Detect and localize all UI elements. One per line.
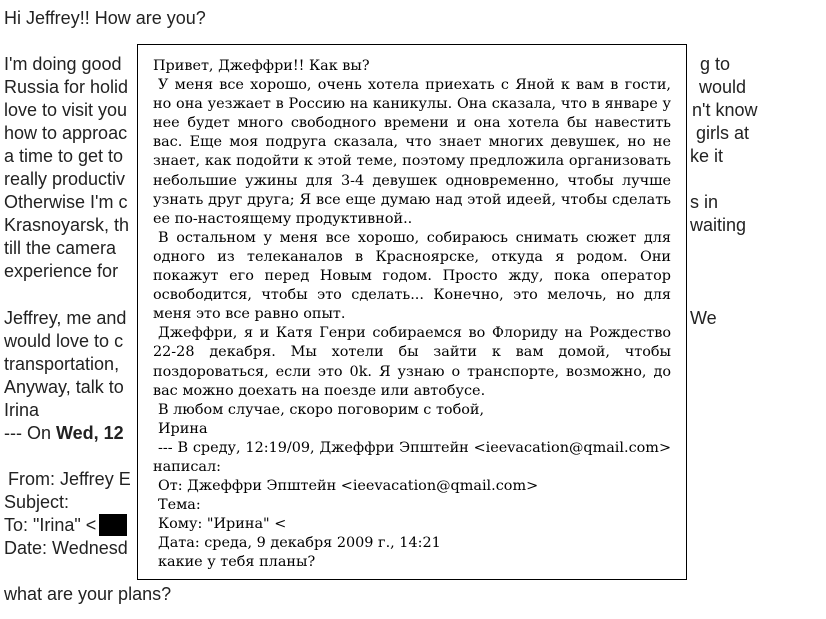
original-date: Date: Wednesd [4,538,128,558]
original-to [4,514,127,537]
original-on-line [4,422,124,445]
original-line: transportation, [4,354,120,374]
original-line: Irina [4,400,40,420]
original-line: experience for [4,261,119,281]
translation-closing: В любом случае, скоро поговорим с тобой, [158,401,485,418]
translation-date: Дата: среда, 9 декабря 2009 г., 14:21 [158,535,441,552]
original-line: love to visit you [4,100,128,120]
translation-paragraph-2: В остальном у меня все хорошо, собираюсь снимать сюжет для одного из телеканалов в Красноярске, откуда я родом. Они покажут его перед Новым годом. Просто жду, пока оператор освободится, чтобы это сделать... Конечно, это мелочь, но для меня это все равно опыт. [153,229,671,323]
original-line: Jeffrey, me and [4,308,127,328]
original-line: till the camera [4,238,117,258]
original-greeting: Hi Jeffrey!! How are you? [4,8,206,28]
original-on-prefix: --- On [4,423,56,443]
original-line: Otherwise I'm c [4,192,128,212]
original-line-tail: g to [700,54,731,74]
original-line-tail: waiting [690,215,747,235]
translation-subject: Тема: [158,497,201,514]
translation-name: Ирина [158,420,208,437]
original-subject: Subject: [4,492,70,512]
original-line-tail: ke it [690,146,724,166]
redaction-box [99,514,127,536]
original-line-tail: would [699,77,747,97]
original-line: how to approac [4,123,128,143]
original-line-tail: girls at [696,123,750,143]
original-to-text: To: "Irina" < [4,515,97,535]
translation-box [137,44,687,580]
original-line: Krasnoyarsk, th [4,215,130,235]
translation-paragraph-3: Джеффри, я и Катя Генри собираемся во Флориду на Рождество 22-28 декабря. Мы хотели бы зайти к вам домой, чтобы поздороваться, если это 0k. Я узнаю о транспорте, возможно, до вас можно доехать на поезде или автобусе. [153,325,671,399]
translation-quote-header: --- В среду, 12:19/09, Джеффри Эпштейн <ieevacation@qmail.com> написал: [153,439,671,475]
original-from: From: Jeffrey E [8,469,131,489]
translation-to: Кому: "Ирина" < [158,516,287,533]
original-line-tail: s in [690,192,719,212]
translation-question: какие у тебя планы? [158,554,316,571]
translation-paragraph-1: У меня все хорошо, очень хотела приехать с Яной к вам в гости, но она уезжает в Россию на каникулы. Она сказала, что в январе у нее будет много свободного времени и она хотела бы навестить вас. Еще моя подруга сказала, что знает многих девушек, но не знает, как подойти к этой теме, поэтому предложила организовать небольшие ужины для 3-4 девушек одновременно, чтобы лучше узнать друг друга; Я все еще думаю над этой идеей, чтобы сделать ее по-настоящему продуктивной.. [153,77,671,227]
original-line: Anyway, talk to [4,377,124,397]
original-line: Russia for holid [4,77,129,97]
original-line: would love to c [4,331,124,351]
original-on-date: Wed, 12 [56,423,124,443]
original-question: what are your plans? [4,584,172,604]
translation-from: От: Джеффри Эпштейн <ieevacation@qmail.com> [158,478,539,495]
original-line-tail: n't know [692,100,758,120]
original-line: I'm doing good [4,54,122,74]
original-line-tail: We [690,308,717,328]
original-line: a time to get to [4,146,124,166]
original-line: really productiv [4,169,126,189]
translation-greeting: Привет, Джеффри!! Как вы? [153,58,370,74]
